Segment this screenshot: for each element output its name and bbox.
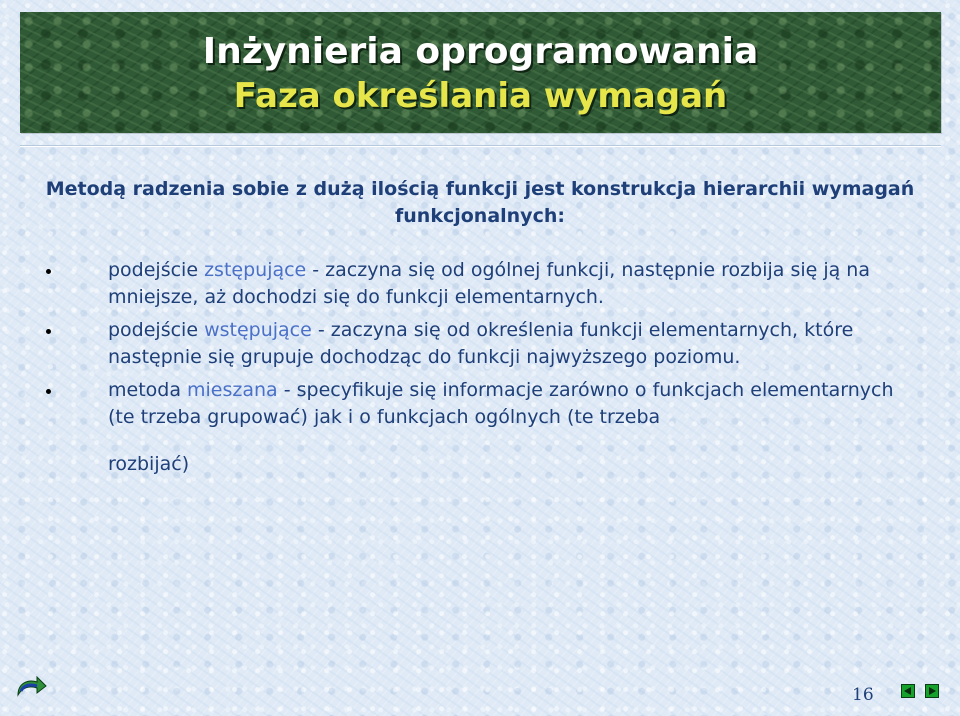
page-number: 16	[852, 685, 874, 705]
bullet-icon	[46, 269, 51, 274]
bullet-icon	[46, 329, 51, 334]
intro-text: Metodą radzenia sobie z dużą ilością funkcji jest konstrukcja hierarchii wymagań funkcjonalnych:	[45, 178, 915, 227]
title-band	[20, 12, 941, 133]
triangle-left-icon	[902, 685, 914, 697]
bullet-prefix: metoda	[108, 379, 188, 401]
triangle-right-icon	[926, 685, 938, 697]
bullet-highlight: zstępujące	[204, 259, 307, 281]
previous-slide-button[interactable]	[901, 684, 915, 698]
bullet-highlight: mieszana	[187, 379, 278, 401]
bullet-list	[0, 257, 960, 484]
bullet-icon	[46, 389, 51, 394]
bullet-bottom-up	[0, 317, 898, 371]
bullet-top-down	[0, 257, 898, 311]
slide-title: Inżynieria oprogramowania	[202, 31, 759, 72]
bullet-prefix: podejście	[108, 319, 205, 341]
bullet-prefix: podejście	[108, 259, 205, 281]
bullet-text: - specyfikuje się informacje zarówno o funkcjach elementarnych (te trzeba grupować) jak i o funkcjach ogólnych (te trzeba	[108, 379, 894, 428]
bullet-mixed	[0, 377, 898, 478]
divider	[20, 145, 941, 147]
bullet-highlight: wstępujące	[204, 319, 312, 341]
next-slide-button[interactable]	[925, 684, 939, 698]
bullet-text: - zaczyna się od określenia funkcji elementarnych, które następnie się grupuje dochodząc do funkcji najwyższego poziomu.	[108, 319, 854, 368]
slide-subtitle: Faza określania wymagań	[233, 76, 728, 116]
bullet-text: - zaczyna się od ogólnej funkcji, następnie rozbija się ją na mniejsze, aż dochodzi się do funkcji elementarnych.	[108, 259, 870, 308]
bullet-last-line: rozbijać)	[108, 453, 190, 475]
return-arrow-icon[interactable]	[15, 676, 47, 698]
